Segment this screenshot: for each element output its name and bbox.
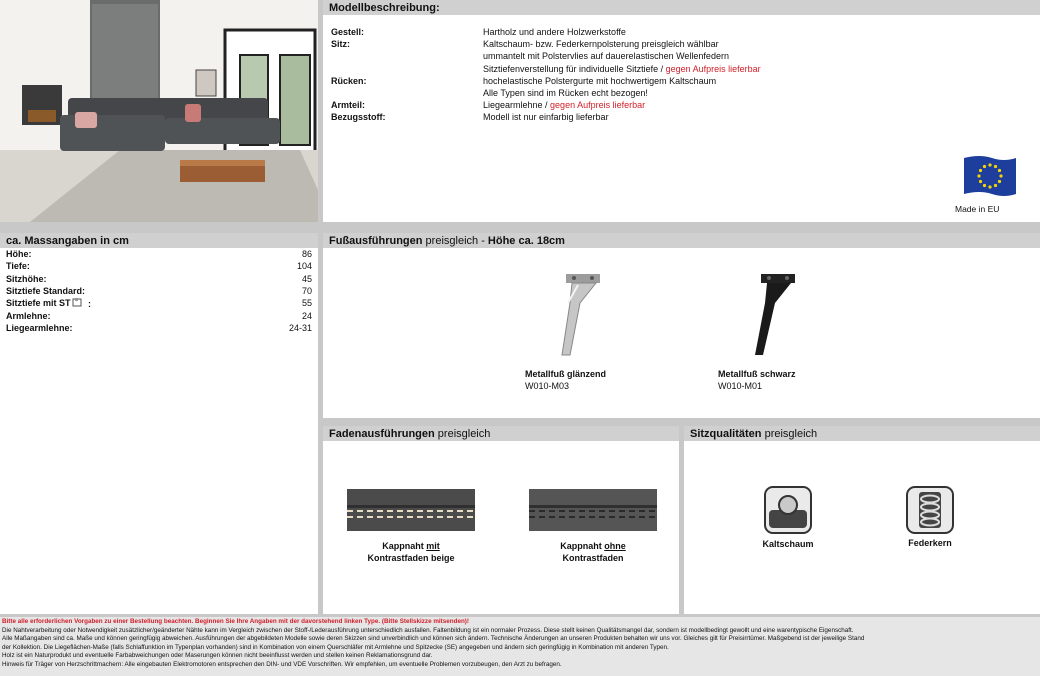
thread-plain-label-b: Kontrastfaden bbox=[562, 553, 624, 563]
description-label: Sitz: bbox=[331, 39, 350, 50]
thread-panel bbox=[323, 426, 679, 614]
description-text-main: Hartholz und andere Holzwerkstoffe bbox=[483, 27, 626, 37]
black-foot-icon bbox=[741, 273, 801, 363]
footer-warning: Bitte alle erforderlichen Vorgaben zu einer Bestellung beachten. Beginnen Sie Ihre Angaben mit der davorstehend linken Type. (Bitte Stellskizze mitsenden)! bbox=[2, 618, 469, 625]
footer-line: der Kollektion. Die Liegeflächen-Maße (falls Schlaffunktion im Typenplan vorhanden) sind in Kombination von einem Querschläfer mit Armlehne und Spitzecke (SE) angegeben und ändern sich geringfügig in Kombination mit anderen Typen. bbox=[2, 643, 669, 651]
description-label: Armteil: bbox=[331, 100, 366, 111]
eu-flag-icon bbox=[960, 154, 1020, 202]
description-text bbox=[483, 99, 645, 111]
seat-quality-header bbox=[684, 426, 1040, 441]
measurement-row bbox=[6, 273, 312, 285]
thread-plain-label-u: ohne bbox=[604, 541, 626, 551]
measurement-value: 104 bbox=[296, 261, 312, 272]
footer-line: Alle Maßangaben sind ca. Maße und können geringfügig abweichen. Ausführungen der abgebildeten Modelle sowie deren Skizzen sind unverbindlich und können sich ändern. Technische Änderungen an unseren Produkten behalten wir uns vor. Gleiches gilt für Preisirrtümer. Maßgebend ist der jeweilige Stand bbox=[2, 635, 865, 643]
description-text bbox=[483, 75, 716, 87]
footer-notes bbox=[0, 617, 1040, 676]
feet-header bbox=[323, 233, 1040, 248]
seat-depth-icon: : bbox=[72, 297, 91, 310]
measurement-row bbox=[6, 297, 312, 309]
description-label: Bezugsstoff: bbox=[331, 112, 386, 123]
measurement-label: Sitztiefe Standard: bbox=[6, 285, 86, 296]
feet-panel bbox=[323, 233, 1040, 418]
made-in-eu-label: Made in EU bbox=[955, 204, 1000, 214]
beige-stitch-icon bbox=[347, 489, 475, 531]
thread-beige-caption bbox=[343, 540, 479, 564]
measurements-header: ca. Massangaben in cm bbox=[0, 233, 318, 248]
description-text-main: ummantelt mit Polstervlies auf dauerelastischen Wellenfedern bbox=[483, 51, 729, 62]
foot-chrome-name: Metallfuß glänzend bbox=[525, 369, 606, 379]
description-text bbox=[483, 111, 609, 123]
thread-header-price: preisgleich bbox=[434, 428, 491, 440]
feet-header-height: Höhe ca. 18cm bbox=[487, 235, 565, 247]
measurements-panel bbox=[0, 233, 318, 614]
description-text bbox=[483, 50, 729, 62]
measurement-label: Liegearmlehne: bbox=[6, 322, 73, 333]
made-in-eu-badge bbox=[955, 150, 1035, 220]
feet-header-title: Fußausführungen bbox=[329, 235, 423, 247]
footer-line: Hinweis für Träger von Herzschrittmachern: Alle eingebauten Elektromotoren entsprechen den DIN- und VDE Vorschriften. Wir empfehlen, um eventuelle Problemen vorzubeugen, den Arzt zu befragen. bbox=[2, 660, 562, 668]
footer-line: Die Nahtverarbeitung oder Notwendigkeit zusätzlicher/geänderter Nähte kann im Vergleich zwischen der Stoff-/Lederausführung unterschiedlich ausfallen. Faltenbildung ist ein normaler Prozess. Diese stellt keinen Qualitätsmangel dar, sondern ist modellbedingt gewollt und eine warentypische Eigenschaft. bbox=[2, 626, 854, 634]
measurement-value: 55 bbox=[301, 298, 312, 309]
measurement-value: 24-31 bbox=[288, 322, 312, 333]
foam-icon bbox=[764, 486, 812, 534]
foot-chrome-caption bbox=[525, 368, 606, 392]
surcharge-note: gegen Aufpreis lieferbar bbox=[550, 100, 646, 111]
thread-plain-label-a: Kappnaht bbox=[560, 541, 605, 551]
measurement-row bbox=[6, 260, 312, 272]
thread-plain-caption bbox=[525, 540, 661, 564]
description-text bbox=[483, 26, 626, 38]
description-text-main: Kaltschaum- bzw. Federkernpolsterung preisgleich wählbar bbox=[483, 39, 719, 50]
measurement-value: 86 bbox=[301, 249, 312, 259]
measurement-label: Tiefe: bbox=[6, 261, 30, 272]
footer-line: Holz ist ein Naturprodukt und eventuelle Farbabweichungen oder Maserungen können nicht beeinflusst werden und stellen keinen Reklamationsgrund dar. bbox=[2, 652, 433, 660]
thread-beige-label-u: mit bbox=[426, 541, 440, 551]
measurement-value: 45 bbox=[301, 273, 312, 284]
surcharge-note: gegen Aufpreis lieferbar bbox=[665, 63, 761, 74]
description-text bbox=[483, 87, 648, 99]
thread-beige-label-b: Kontrastfaden beige bbox=[367, 553, 455, 563]
measurement-label: Höhe: bbox=[6, 249, 32, 259]
feet-header-price: preisgleich - bbox=[422, 235, 488, 247]
foot-black-code: W010-M01 bbox=[718, 381, 763, 391]
description-text bbox=[483, 63, 761, 75]
product-photo bbox=[0, 0, 318, 222]
measurement-label: Sitztiefe mit ST bbox=[6, 298, 71, 309]
seat-header-title: Sitzqualitäten bbox=[690, 428, 762, 440]
chrome-foot-icon bbox=[548, 273, 608, 363]
sofa-room-image bbox=[0, 0, 318, 222]
thread-beige-label-a: Kappnaht bbox=[382, 541, 427, 551]
model-description-panel bbox=[323, 0, 1040, 222]
measurement-label: Armlehne: bbox=[6, 310, 51, 321]
thread-header bbox=[323, 426, 679, 441]
seat-header-price: preisgleich bbox=[761, 428, 818, 440]
description-text-main: Modell ist nur einfarbig lieferbar bbox=[483, 112, 609, 123]
description-text-main: Alle Typen sind im Rücken echt bezogen! bbox=[483, 88, 648, 98]
thread-beige-swatch bbox=[347, 489, 475, 531]
description-text bbox=[483, 38, 719, 50]
plain-stitch-icon bbox=[529, 489, 657, 531]
model-description-header: Modellbeschreibung: bbox=[323, 0, 1040, 15]
cold-foam-tile bbox=[764, 486, 812, 534]
cold-foam-label: Kaltschaum bbox=[762, 539, 814, 549]
description-text-main: Sitztiefenverstellung für individuelle Sitztiefe / bbox=[483, 63, 666, 74]
measurement-row bbox=[6, 248, 312, 260]
description-text-main: hochelastische Polstergurte mit hochwertigem Kaltschaum bbox=[483, 75, 717, 86]
description-text-main: Liegearmlehne / bbox=[483, 100, 551, 111]
spring-label: Federkern bbox=[908, 538, 952, 548]
foot-black-caption bbox=[718, 368, 796, 392]
spring-tile bbox=[906, 486, 954, 534]
measurement-row bbox=[6, 310, 312, 322]
measurement-row bbox=[6, 285, 312, 297]
thread-plain-swatch bbox=[529, 489, 657, 531]
measurement-label: Sitzhöhe: bbox=[6, 273, 47, 284]
foot-black-image bbox=[741, 273, 801, 363]
description-label: Gestell: bbox=[331, 27, 365, 37]
foot-black-name: Metallfuß schwarz bbox=[718, 369, 796, 379]
foot-chrome-image bbox=[548, 273, 608, 363]
spring-icon bbox=[906, 486, 954, 534]
seat-quality-panel bbox=[684, 426, 1040, 614]
measurement-row bbox=[6, 322, 312, 334]
foot-chrome-code: W010-M03 bbox=[525, 381, 570, 391]
measurement-value: 70 bbox=[301, 285, 312, 296]
measurement-value: 24 bbox=[301, 310, 312, 321]
description-label: Rücken: bbox=[331, 75, 367, 86]
thread-header-title: Fadenausführungen bbox=[329, 428, 435, 440]
